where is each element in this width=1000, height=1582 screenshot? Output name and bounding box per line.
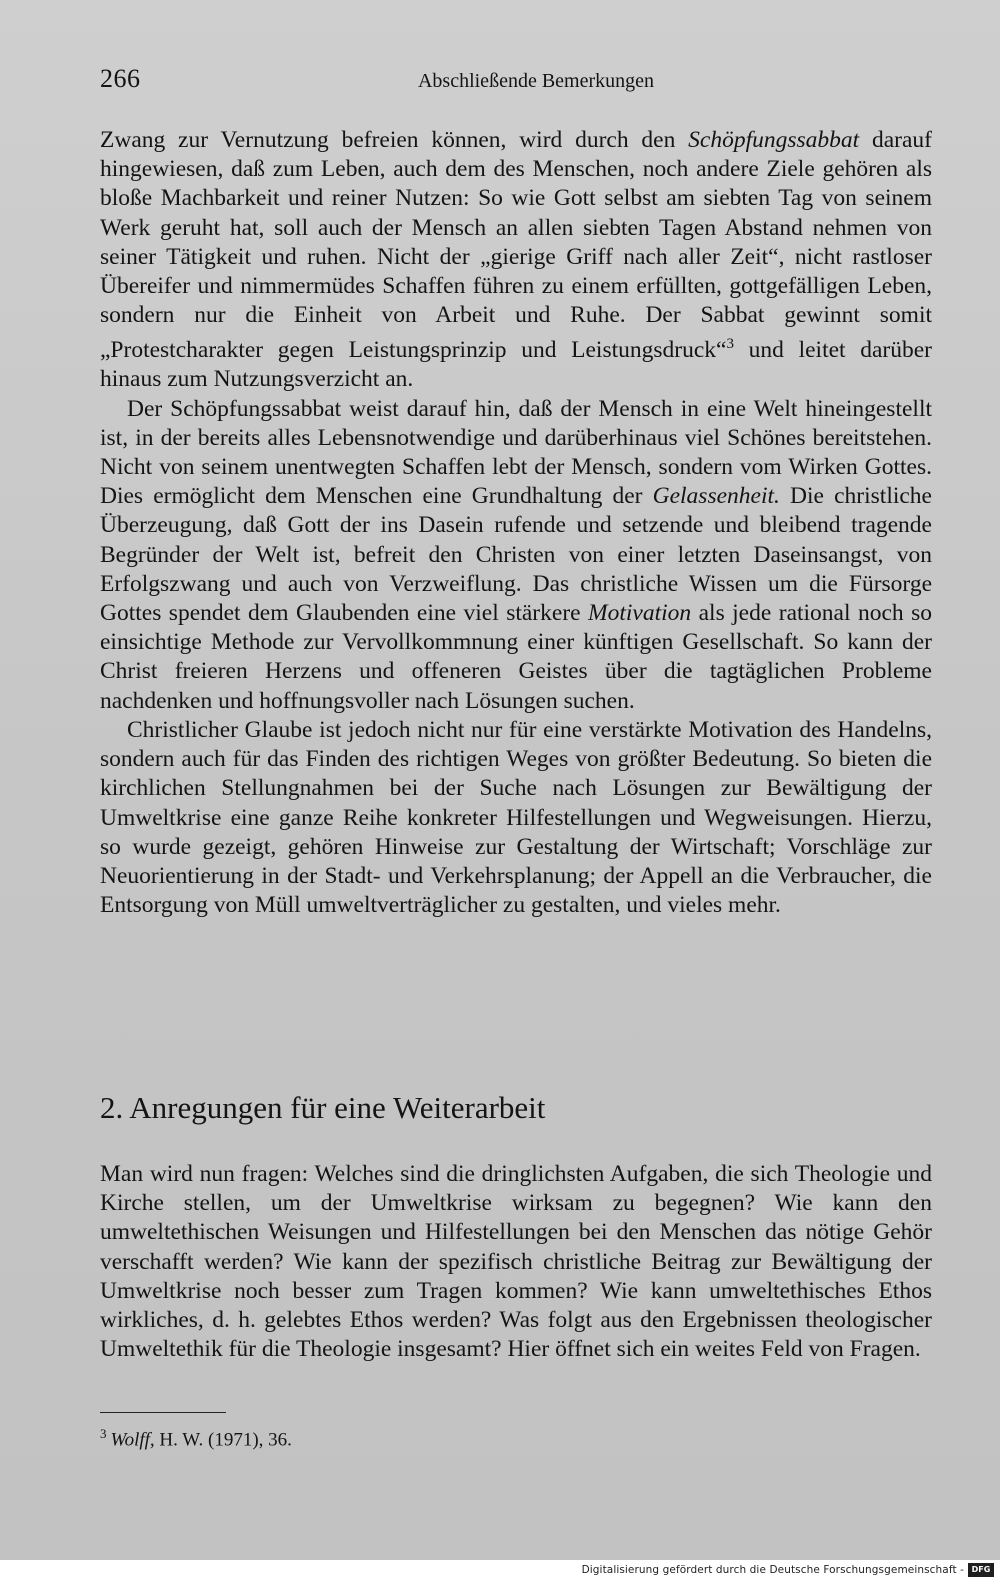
footnote xyxy=(100,1426,292,1451)
text-run: Zwang zur Vernutzung befreien können, wird durch den xyxy=(100,127,689,153)
section-paragraph: Man wird nun fragen: Welches sind die dringlichsten Aufgaben, die sich Theologie und Kirche stellen, um der Umweltkrise wirksam zu begegnen? Wie kann den umweltethischen Weisungen und Hilfestellungen bei den Menschen das nötige Gehör verschafft werden? Wie kann der spezifisch christliche Beitrag zur Bewältigung der Umweltkrise noch besser zum Tragen kommen? Wie kann umweltethisches Ethos wirkliches, d. h. gelebtes Ethos werden? Was folgt aus den Ergebnissen theologischer Umweltethik für die Theologie insgesamt? Hier öffnet sich ein weites Feld von Fragen. xyxy=(100,1161,932,1363)
running-head: Abschließende Bemerkungen xyxy=(417,70,655,92)
text-run: Die christliche Überzeugung, daß Gott der ins Dasein rufende und setzende und bleibend tragende Begründer der Welt ist, befreit den Christen von einer letzten Daseinsangst, von Erfolgszwang und auch von Verzweiflung. Das christliche Wissen um die Fürsorge Gottes spendet dem Glaubenden eine viel stärkere xyxy=(100,483,932,627)
text-run: als jede rational noch so einsichtige Methode zur Vervollkommnung einer künftigen Gesellschaft. So kann der Christ freieren Herzens und offeneren Geistes über die tagtäglichen Probleme nachdenken und hoffnungsvoller nach Lösungen suchen. xyxy=(100,600,932,714)
section-body xyxy=(100,1160,932,1364)
text-run: und leitet darüber hinaus zum Nutzungsverzicht an. xyxy=(100,337,932,393)
digitization-credit: Digitalisierung gefördert durch die Deutsche Forschungsgemeinschaft - xyxy=(581,1564,964,1576)
dfg-logo: DFG xyxy=(968,1563,994,1577)
body-paragraph xyxy=(100,395,932,716)
body-paragraph xyxy=(100,126,932,395)
text-run: Christlicher Glaube ist jedoch nicht nur für eine verstärkte Motivation des Handelns, sondern auch für das Finden des richtigen Weges von größter Bedeutung. So bieten die kirchlichen Stellungnahmen bei der Suche nach Lösungen zur Bewältigung der Umweltkrise eine ganze Reihe konkreter Hilfestellungen und Wegweisungen. Hierzu, so wurde gezeigt, gehören Hinweise zur Gestaltung der Wirtschaft; Vorschläge zur Neuorientierung in der Stadt- und Verkehrsplanung; der Appell an die Verbraucher, die Entsorgung von Müll umweltverträglicher zu gestalten, und vieles mehr. xyxy=(100,716,932,919)
body-text xyxy=(100,126,932,920)
footer-bar xyxy=(0,1560,1000,1582)
emphasized-term: Schöpfungssabbat xyxy=(688,127,860,153)
text-run: darauf hingewiesen, daß zum Leben, auch dem des Menschen, noch andere Ziele gehören als bloße Machbarkeit und reiner Nutzen: So wie Gott selbst am siebten Tag von seinem Werk geruht hat, soll auch der Mensch an allen siebten Tagen Abstand nehmen von seiner Tätigkeit und ruhen. Nicht der „gierige Griff nach aller Zeit“, nicht rastloser Übereifer und nimmermüdes Schaffen führen zu einem erfüllten, gottgefälligen Leben, sondern nur die Einheit von Arbeit und Ruhe. Der Sabbat gewinnt somit „Protestcharakter gegen Leistungsprinzip und Leistungsdruck“ xyxy=(100,127,932,364)
footnote-author: Wolff, xyxy=(110,1429,155,1451)
section-heading: 2. Anregungen für eine Weiterarbeit xyxy=(100,1090,546,1125)
footnote-marker: 3 xyxy=(100,1426,107,1441)
emphasized-term: Gelassenheit. xyxy=(652,483,780,510)
footnote-citation: H. W. (1971), 36. xyxy=(154,1429,292,1451)
footnote-reference: 3 xyxy=(726,336,734,353)
text-run: Der Schöpfungssabbat weist darauf hin, daß der Mensch in eine Welt hineingestellt ist, in der bereits alles Lebensnotwendige und darüberhinaus viel Schönes bereitstehen. Nicht von seinem unentwegten Schaffen lebt der Mensch, sondern vom Wirken Gottes. Dies ermöglicht dem Menschen eine Grundhaltung der xyxy=(100,395,932,510)
emphasized-term: Motivation xyxy=(588,600,692,627)
footnote-rule xyxy=(100,1412,226,1413)
body-paragraph xyxy=(100,716,932,920)
page-header xyxy=(100,64,932,100)
page-number: 266 xyxy=(100,64,141,93)
